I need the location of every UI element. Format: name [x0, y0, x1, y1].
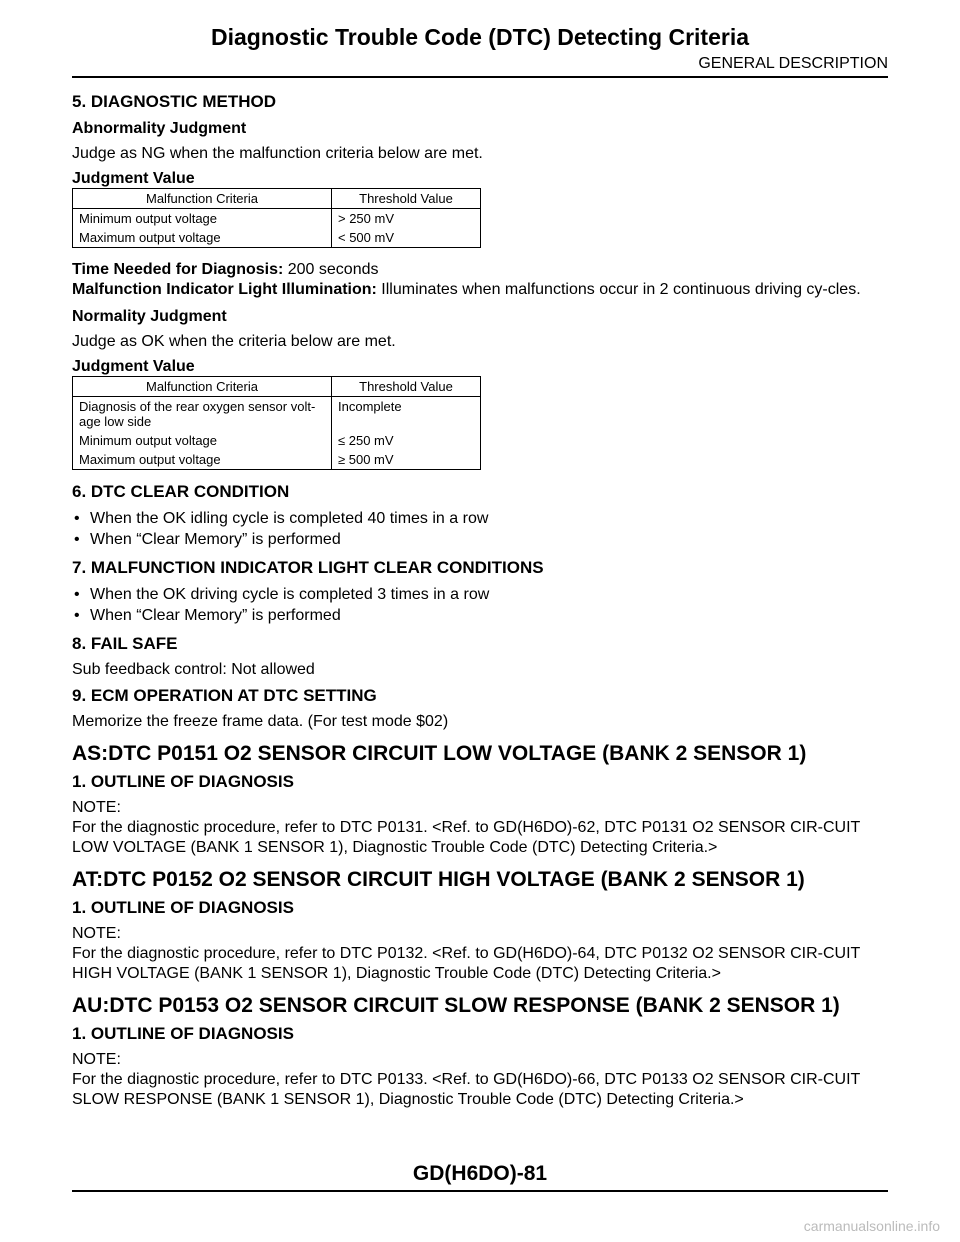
table-cell: < 500 mV: [332, 228, 481, 248]
mil-label: Malfunction Indicator Light Illumination:: [72, 281, 377, 298]
table-row: [73, 450, 481, 470]
judgment-value-title-1: Judgment Value: [72, 170, 195, 187]
at-heading: AT:DTC P0152 O2 SENSOR CIRCUIT HIGH VOLTAGE (BANK 2 SENSOR 1): [72, 868, 805, 891]
table-cell: Incomplete: [332, 397, 481, 432]
s7-heading: 7. MALFUNCTION INDICATOR LIGHT CLEAR CONDITIONS: [72, 558, 544, 577]
au-heading: AU:DTC P0153 O2 SENSOR CIRCUIT SLOW RESPONSE (BANK 2 SENSOR 1): [72, 994, 840, 1017]
abnormality-text: Judge as NG when the malfunction criteria below are met.: [72, 145, 483, 162]
au-note-text: For the diagnostic procedure, refer to DTC P0133. <Ref. to GD(H6DO)-66, DTC P0133 O2 SENSOR CIR-CUIT SLOW RESPONSE (BANK 1 SENSOR 1), Diagnostic Trouble Code (DTC) Detecting Criteria.>: [72, 1071, 860, 1108]
as-note-label: NOTE:: [72, 799, 121, 816]
table-row: [73, 228, 481, 248]
time-needed: [72, 260, 888, 280]
judgment-table-abnormal: [72, 188, 481, 248]
mil-illumination: [72, 280, 888, 300]
as-note-text: For the diagnostic procedure, refer to DTC P0131. <Ref. to GD(H6DO)-62, DTC P0131 O2 SENSOR CIR-CUIT LOW VOLTAGE (BANK 1 SENSOR 1), Diagnostic Trouble Code (DTC) Detecting Criteria.>: [72, 819, 860, 856]
au-subheading: 1. OUTLINE OF DIAGNOSIS: [72, 1024, 294, 1043]
table-row: [73, 431, 481, 450]
normality-text: Judge as OK when the criteria below are met.: [72, 333, 396, 350]
at-subheading: 1. OUTLINE OF DIAGNOSIS: [72, 898, 294, 917]
footer-rule: [72, 1190, 888, 1192]
abnormality-heading: Abnormality Judgment: [72, 120, 247, 137]
col-header: Malfunction Criteria: [73, 377, 332, 397]
table-cell: Maximum output voltage: [73, 450, 332, 470]
s9-text: Memorize the freeze frame data. (For test mode $02): [72, 713, 449, 730]
s9-heading: 9. ECM OPERATION AT DTC SETTING: [72, 686, 377, 705]
judgment-value-title-2: Judgment Value: [72, 358, 195, 375]
table-row: [73, 397, 481, 432]
time-value: 200 seconds: [283, 261, 379, 278]
table-cell: Minimum output voltage: [73, 209, 332, 229]
list-item: • When the OK idling cycle is completed 40 times in a row: [72, 508, 888, 529]
s8-text: Sub feedback control: Not allowed: [72, 661, 315, 678]
as-subheading: 1. OUTLINE OF DIAGNOSIS: [72, 772, 294, 791]
at-note-label: NOTE:: [72, 925, 121, 942]
normality-heading: Normality Judgment: [72, 308, 227, 325]
col-header: Malfunction Criteria: [73, 189, 332, 209]
s6-heading: 6. DTC CLEAR CONDITION: [72, 482, 290, 501]
col-header: Threshold Value: [332, 377, 481, 397]
judgment-table-normal: [72, 376, 481, 470]
table-cell: > 250 mV: [332, 209, 481, 229]
table-header-row: [73, 377, 481, 397]
s5-heading: 5. DIAGNOSTIC METHOD: [72, 92, 277, 111]
page-number: GD(H6DO)-81: [412, 1162, 548, 1185]
header-rule: [72, 76, 888, 78]
content: [72, 86, 888, 1116]
mil-value: Illuminates when malfunctions occur in 2 continuous driving cy-cles.: [376, 281, 861, 298]
table-row: [73, 209, 481, 229]
table-cell: Maximum output voltage: [73, 228, 332, 248]
au-note-label: NOTE:: [72, 1051, 121, 1068]
s7-list: [72, 584, 888, 626]
list-item: • When “Clear Memory” is performed: [72, 529, 888, 550]
table-header-row: [73, 189, 481, 209]
list-item: • When the OK driving cycle is completed 3 times in a row: [72, 584, 888, 605]
section-label: GENERAL DESCRIPTION: [698, 55, 888, 72]
table-cell: Minimum output voltage: [73, 431, 332, 450]
as-heading: AS:DTC P0151 O2 SENSOR CIRCUIT LOW VOLTAGE (BANK 2 SENSOR 1): [72, 742, 807, 765]
table-cell: ≤ 250 mV: [332, 431, 481, 450]
watermark: carmanualsonline.info: [803, 1218, 940, 1234]
s6-list: [72, 508, 888, 550]
table-cell: ≥ 500 mV: [332, 450, 481, 470]
time-label: Time Needed for Diagnosis:: [72, 261, 284, 278]
at-note-text: For the diagnostic procedure, refer to DTC P0132. <Ref. to GD(H6DO)-64, DTC P0132 O2 SENSOR CIR-CUIT HIGH VOLTAGE (BANK 1 SENSOR 1), Diagnostic Trouble Code (DTC) Detecting Criteria.>: [72, 945, 860, 982]
s8-heading: 8. FAIL SAFE: [72, 634, 178, 653]
page-title: Diagnostic Trouble Code (DTC) Detecting Criteria: [211, 24, 749, 50]
table-cell: Diagnosis of the rear oxygen sensor volt-age low side: [73, 397, 332, 432]
col-header: Threshold Value: [332, 189, 481, 209]
list-item: • When “Clear Memory” is performed: [72, 605, 888, 626]
